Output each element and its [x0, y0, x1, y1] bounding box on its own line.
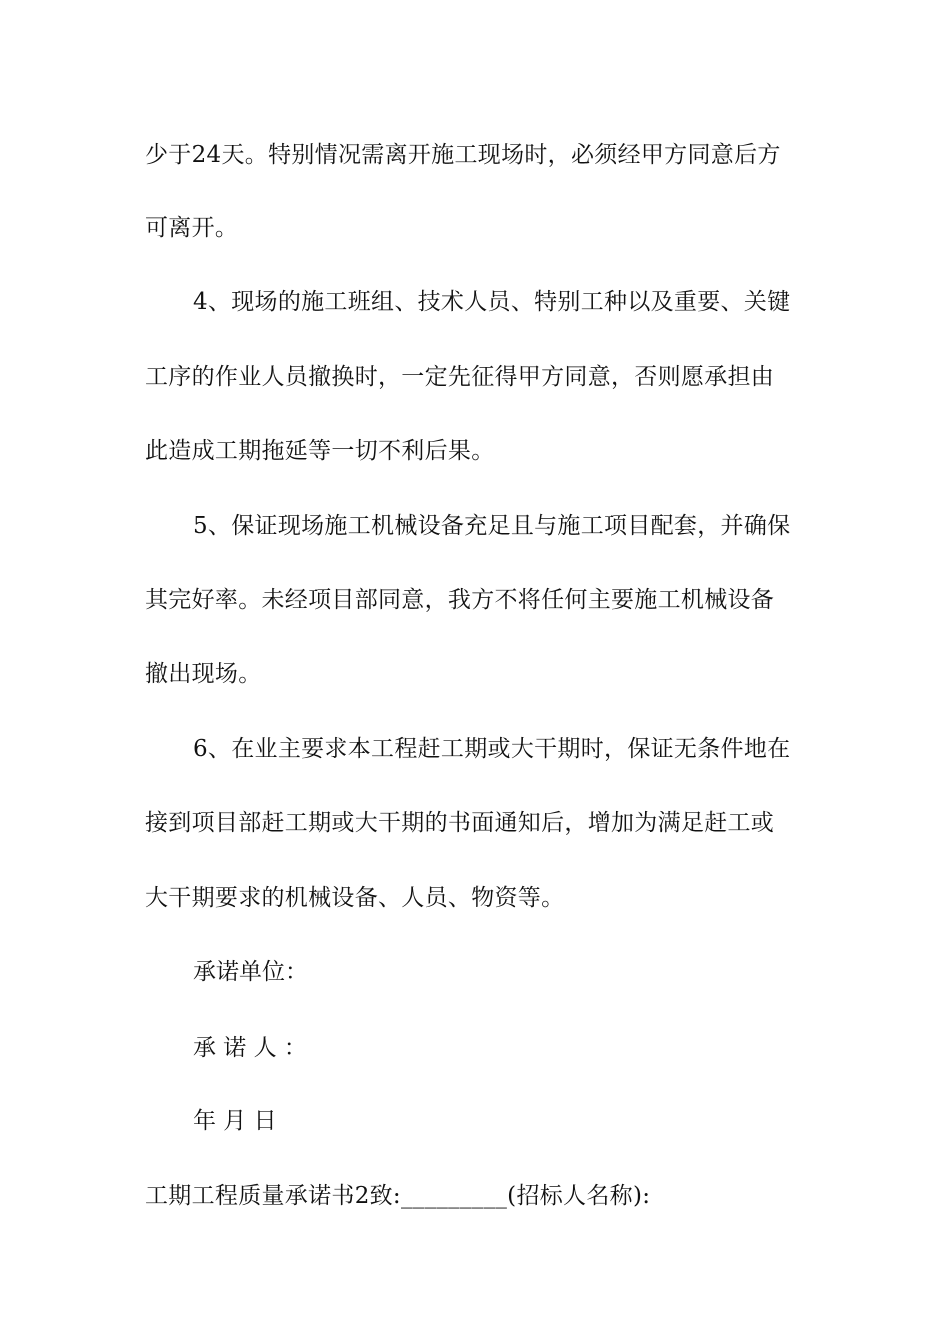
next-section-title: 工期工程质量承诺书2致:_________(招标人名称): — [145, 1183, 651, 1209]
paragraph-4-line-3: 此造成工期拖延等一切不利后果。 — [145, 438, 495, 464]
paragraph-4-line-2: 工序的作业人员撤换时，一定先征得甲方同意，否则愿承担由 — [145, 364, 775, 390]
signature-unit: 承诺单位： — [193, 959, 308, 985]
signature-person: 承 诺 人 ： — [193, 1035, 307, 1061]
paragraph-5-line-3: 撤出现场。 — [145, 661, 262, 687]
signature-date: 年 月 日 — [193, 1108, 277, 1134]
paragraph-6-line-3: 大干期要求的机械设备、人员、物资等。 — [145, 885, 565, 911]
paragraph-3-line-2: 可离开。 — [145, 215, 239, 241]
paragraph-4-line-1: 4、现场的施工班组、技术人员、特别工种以及重要、关键 — [193, 289, 791, 315]
paragraph-5-line-1: 5、保证现场施工机械设备充足且与施工项目配套，并确保 — [193, 513, 791, 539]
paragraph-5-line-2: 其完好率。未经项目部同意，我方不将任何主要施工机械设备 — [145, 587, 775, 613]
paragraph-6-line-1: 6、在业主要求本工程赶工期或大干期时，保证无条件地在 — [193, 736, 791, 762]
paragraph-6-line-2: 接到项目部赶工期或大干期的书面通知后，增加为满足赶工或 — [145, 810, 775, 836]
paragraph-3-line-1: 少于24天。特别情况需离开施工现场时，必须经甲方同意后方 — [145, 142, 781, 168]
